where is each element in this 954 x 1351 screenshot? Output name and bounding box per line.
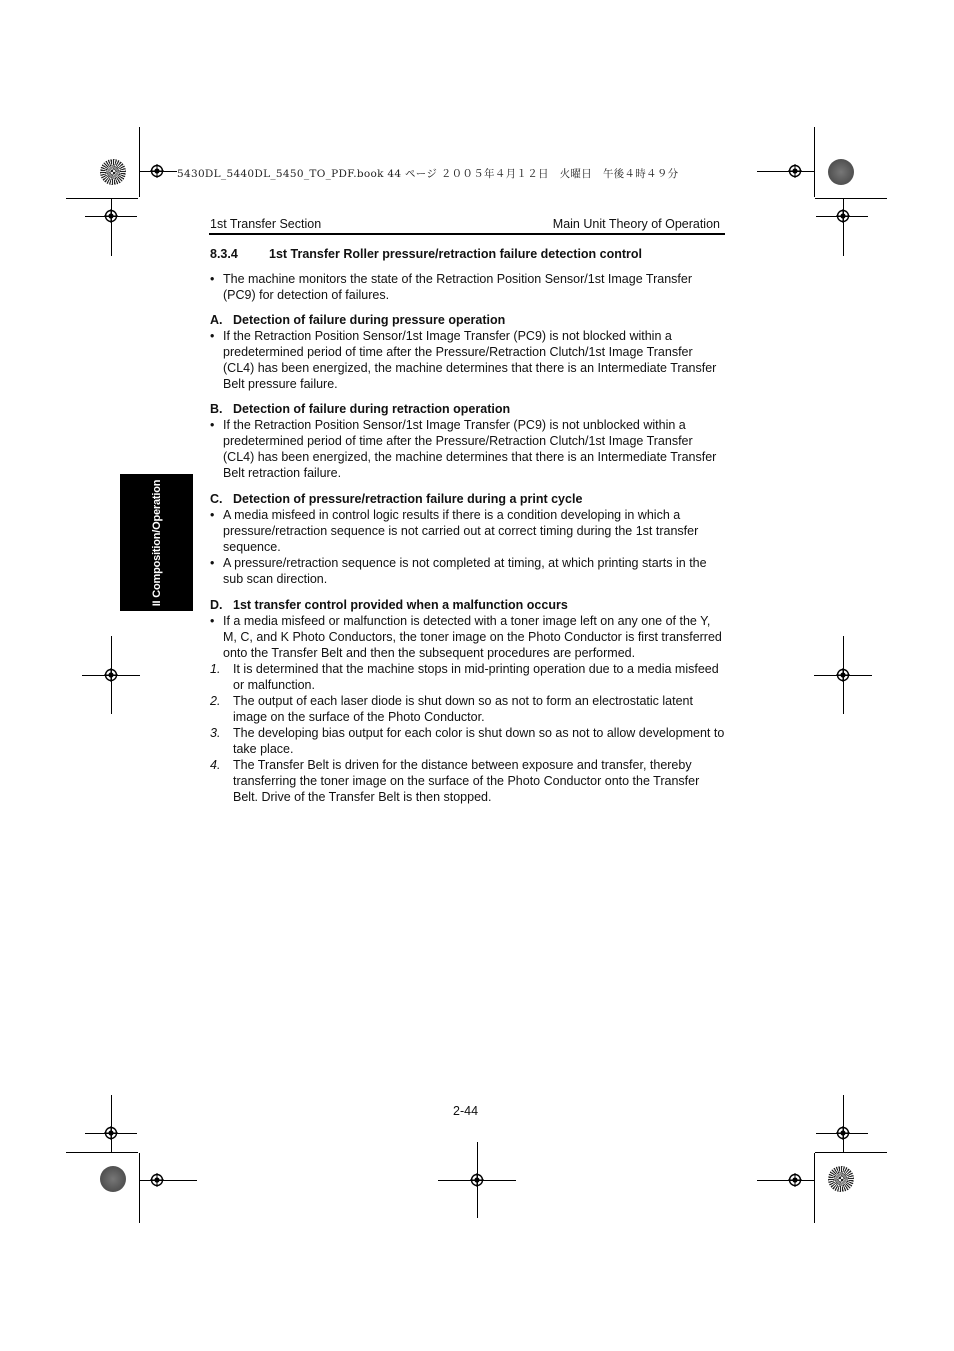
header-rule [209, 233, 725, 235]
step-number: 3. [210, 726, 221, 740]
running-header-right: Main Unit Theory of Operation [552, 217, 720, 231]
step-number: 1. [210, 662, 221, 676]
numbered-step [210, 693, 725, 725]
subsection-title: Detection of pressure/retraction failure during a print cycle [233, 492, 583, 506]
registration-mark-icon [104, 209, 118, 223]
step-number: 2. [210, 694, 221, 708]
subsection-heading [210, 401, 725, 417]
subsection-label: D. [210, 598, 223, 612]
list-item [210, 417, 725, 481]
starburst-target-icon [828, 1166, 854, 1192]
step-text: It is determined that the machine stops in mid-printing operation due to a media misfeed or malfunction. [233, 662, 719, 692]
numbered-step [210, 757, 725, 805]
subsection-label: C. [210, 492, 223, 506]
section-title: 1st Transfer Roller pressure/retraction failure detection control [269, 247, 643, 261]
step-number: 4. [210, 758, 221, 772]
subsection-title: Detection of failure during retraction operation [233, 402, 511, 416]
section-number: 8.3.4 [210, 247, 238, 261]
registration-mark-icon [788, 164, 802, 178]
registration-mark-icon [104, 1126, 118, 1140]
bullet-text: A media misfeed in control logic results if there is a condition developing in which a pressure/retraction sequence is not carried out at correct timing during the 1st transfer sequence. [223, 508, 699, 554]
page-number: 2-44 [453, 1104, 479, 1118]
registration-mark-icon [836, 1126, 850, 1140]
bullet-glyph: • [210, 508, 215, 522]
registration-mark-icon [104, 668, 118, 682]
subsection-label: A. [210, 313, 223, 327]
bullet-text: If the Retraction Position Sensor/1st Image Transfer (PC9) is not blocked within a predetermined period of time after the Pressure/Retraction Clutch/1st Image Transfer (CL4) has been energized, the machine determines that there is an Intermediate Transfer Belt pressure failure. [223, 329, 717, 391]
registration-mark-icon [470, 1173, 484, 1187]
bullet-text: The machine monitors the state of the Retraction Position Sensor/1st Image Transfer (PC9) for detection of failures. [223, 272, 692, 302]
subsection-title: 1st transfer control provided when a malfunction occurs [233, 598, 568, 612]
subsection-heading [210, 491, 725, 507]
subsection-heading [210, 597, 725, 613]
starburst-target-icon [100, 159, 126, 185]
registration-mark-icon [788, 1173, 802, 1187]
bullet-text: If the Retraction Position Sensor/1st Image Transfer (PC9) is not unblocked within a predetermined period of time after the Pressure/Retraction Clutch/1st Image Transfer (CL4) has been energized, the machine determines that there is an Intermediate Transfer Belt retraction failure. [223, 418, 717, 480]
step-text: The Transfer Belt is driven for the distance between exposure and transfer, thereby transferring the toner image on the surface of the Photo Conductor onto the Transfer Belt. Drive of the Transfer Belt is then stopped. [233, 758, 700, 804]
bullet-glyph: • [210, 418, 215, 432]
registration-mark-icon [836, 668, 850, 682]
side-tab-label: II Composition/Operation [150, 479, 163, 606]
numbered-step [210, 661, 725, 693]
registration-mark-icon [150, 164, 164, 178]
numbered-step [210, 725, 725, 757]
registration-mark-icon [836, 209, 850, 223]
list-item [210, 613, 725, 661]
gray-target-icon [100, 1166, 126, 1192]
bullet-glyph: • [210, 556, 215, 570]
list-item [210, 507, 725, 555]
bullet-text: If a media misfeed or malfunction is detected with a toner image left on any one of the Y, M, C, and K Photo Conductors, the toner image on the Photo Conductor is first transferred onto the Transfer Belt and then the subsequent procedures are performed. [223, 614, 722, 660]
list-item [210, 555, 725, 587]
step-text: The output of each laser diode is shut down so as not to form an electrostatic latent image on the surface of the Photo Conductor. [233, 694, 693, 724]
bullet-text: A pressure/retraction sequence is not completed at timing, at which printing starts in the sub scan direction. [223, 556, 707, 586]
bullet-glyph: • [210, 272, 215, 286]
subsection-title: Detection of failure during pressure operation [233, 313, 506, 327]
list-item [210, 328, 725, 392]
running-header-left: 1st Transfer Section [210, 217, 322, 231]
print-info-line: 5430DL_5440DL_5450_TO_PDF.book 44 ページ ２００５年４月１２日 火曜日 午後４時４９分 [177, 168, 679, 180]
subsection-label: B. [210, 402, 223, 416]
bullet-glyph: • [210, 329, 215, 343]
section-heading [210, 246, 725, 262]
subsection-heading [210, 312, 725, 328]
registration-mark-icon [150, 1173, 164, 1187]
bullet-glyph: • [210, 614, 215, 628]
step-text: The developing bias output for each color is shut down so as not to allow development to take place. [233, 726, 725, 756]
list-item [210, 271, 725, 303]
chapter-side-tab [120, 474, 193, 611]
gray-target-icon [828, 159, 854, 185]
page-content [210, 246, 725, 805]
